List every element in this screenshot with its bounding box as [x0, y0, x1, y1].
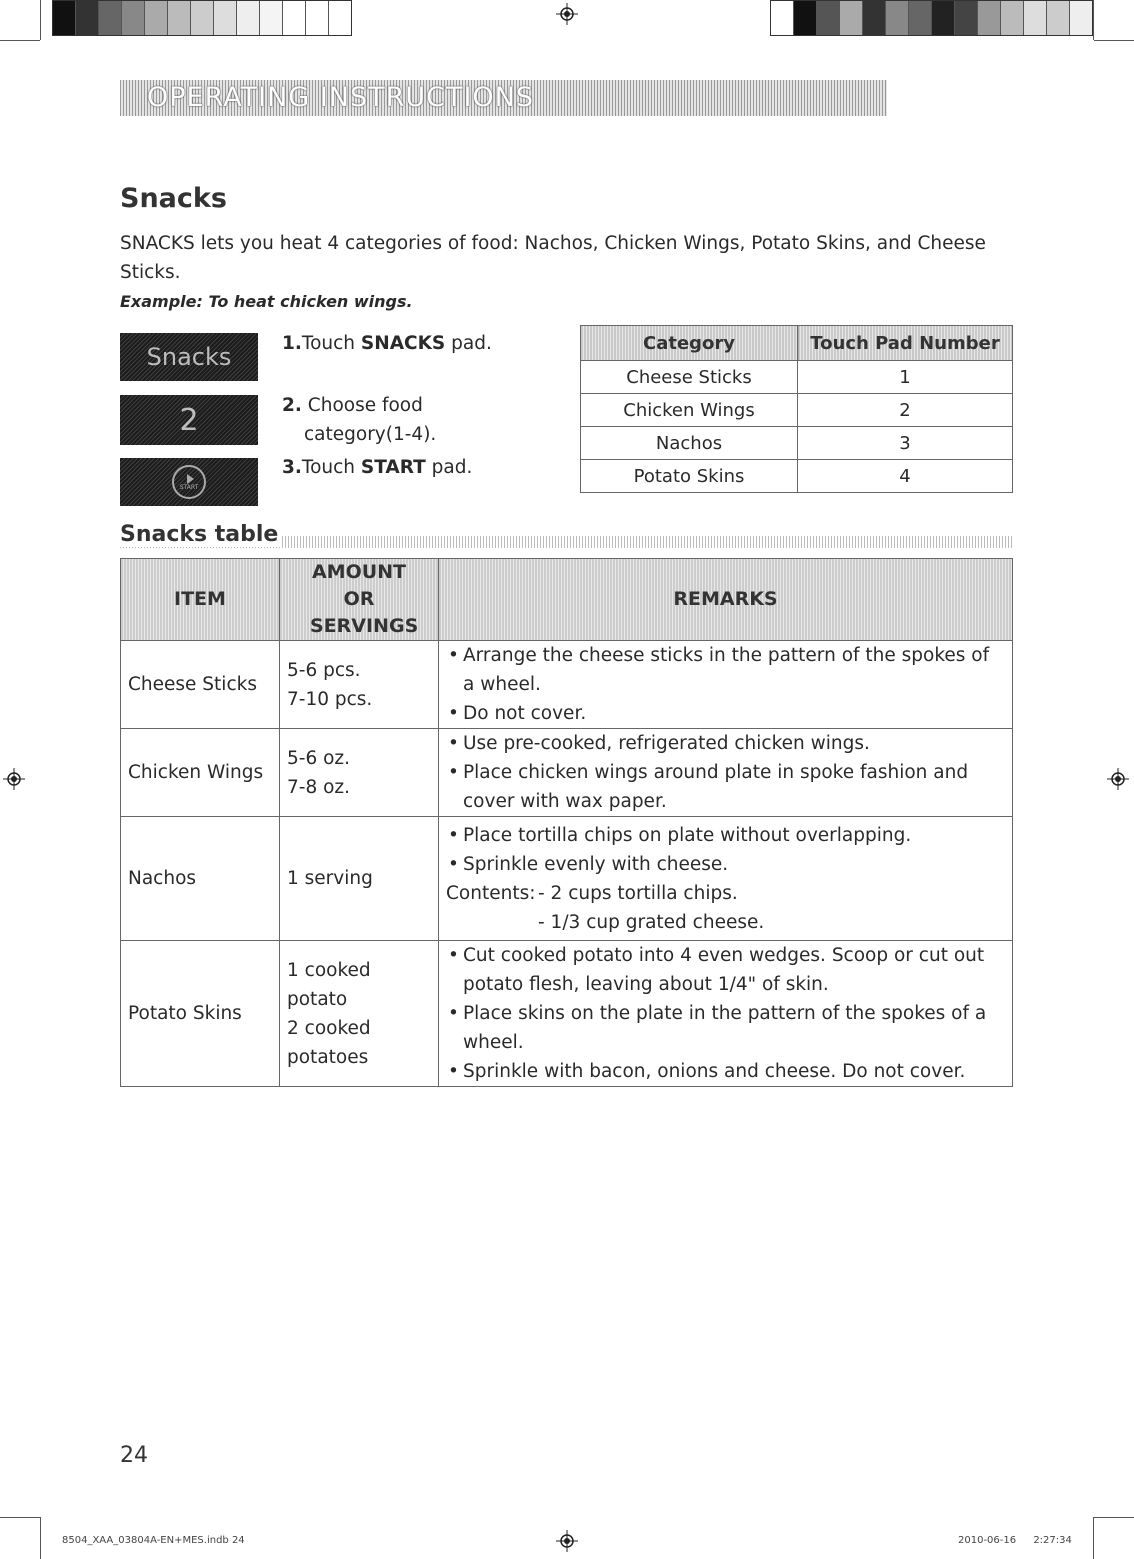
color-calibration-bar	[770, 0, 1093, 36]
section-header-band	[120, 80, 887, 116]
table-cell: Potato Skins	[581, 460, 798, 493]
page-title: Snacks	[120, 183, 227, 214]
number-pad-image	[120, 395, 258, 445]
remarks-cell	[439, 641, 1013, 729]
crop-mark	[40, 0, 41, 40]
registration-mark-icon	[1107, 768, 1129, 790]
amount-cell	[280, 641, 439, 729]
header-title: OPERATING INSTRUCTIONS	[147, 82, 535, 113]
column-header: Touch Pad Number	[798, 326, 1013, 361]
item-cell: Cheese Sticks	[121, 641, 280, 729]
amount-value: 1 serving	[287, 868, 373, 889]
snacks-table-title: Snacks table	[120, 522, 279, 547]
remark-item: • Sprinkle with bacon, onions and cheese. Do not cover.	[446, 1057, 1005, 1086]
table-row	[121, 641, 1013, 729]
table-cell: 3	[798, 427, 1013, 460]
remarks-cell	[439, 941, 1013, 1087]
play-circle-icon	[172, 465, 206, 499]
contents-line	[446, 879, 1005, 908]
crop-mark	[0, 1517, 40, 1518]
contents-label: Contents:	[446, 882, 536, 904]
remarks-cell	[439, 729, 1013, 817]
start-pad-image	[120, 458, 258, 506]
page-number: 24	[120, 1443, 148, 1468]
intro-text: SNACKS lets you heat 4 categories of food: Nachos, Chicken Wings, Potato Skins, and Cheese Sticks.	[120, 233, 986, 283]
table-row	[581, 427, 1013, 460]
table-row	[581, 394, 1013, 427]
table-row	[121, 729, 1013, 817]
item-cell: Chicken Wings	[121, 729, 280, 817]
remark-item: • Do not cover.	[446, 699, 1005, 728]
column-header: ITEM	[121, 559, 280, 641]
table-cell: 4	[798, 460, 1013, 493]
crop-mark	[1094, 1517, 1134, 1518]
crop-mark	[1093, 1517, 1094, 1559]
snacks-table	[120, 558, 1013, 1087]
remark-item: • Place tortilla chips on plate without overlapping.	[446, 821, 1005, 850]
table-header-row	[121, 559, 1013, 641]
footer-time: 2:27:34	[1033, 1535, 1072, 1546]
remark-item: • Arrange the cheese sticks in the pattern of the spokes of a wheel.	[446, 641, 1005, 699]
amount-value: 7-10 pcs.	[287, 688, 373, 710]
table-cell: 2	[798, 394, 1013, 427]
snacks-table-heading	[120, 522, 1013, 548]
footer-date: 2010-06-16	[958, 1535, 1017, 1546]
amount-value: 5-6 oz.	[287, 747, 351, 769]
number-pad-label: 2	[179, 402, 199, 438]
remarks-cell	[439, 817, 1013, 941]
table-cell: Cheese Sticks	[581, 361, 798, 394]
remark-item: • Cut cooked potato into 4 even wedges. Scoop or cut out potato flesh, leaving about 1/4" of skin.	[446, 941, 1005, 999]
remark-item: • Place skins on the plate in the pattern of the spokes of a wheel.	[446, 999, 1005, 1057]
table-header-row	[581, 326, 1013, 361]
crop-mark	[1093, 0, 1094, 40]
amount-value: 7-8 oz.	[287, 776, 351, 798]
item-cell: Nachos	[121, 817, 280, 941]
contents-item: - 2 cups tortilla chips.	[538, 882, 738, 904]
item-cell: Potato Skins	[121, 941, 280, 1087]
registration-mark-icon	[556, 3, 578, 25]
step-2: 2. Choose food category(1-4).	[282, 395, 437, 445]
table-row	[121, 941, 1013, 1087]
amount-value: 1 cooked potato	[287, 959, 371, 1010]
crop-mark	[40, 1517, 41, 1559]
column-header: REMARKS	[439, 559, 1013, 641]
footer-timestamp	[958, 1535, 1072, 1546]
registration-mark-icon	[3, 768, 25, 790]
table-cell: Chicken Wings	[581, 394, 798, 427]
table-row	[121, 817, 1013, 941]
registration-mark-icon	[556, 1530, 578, 1552]
amount-cell	[280, 817, 439, 941]
crop-mark	[0, 40, 40, 41]
amount-value: 2 cooked potatoes	[287, 1017, 371, 1068]
remark-item: • Use pre-cooked, refrigerated chicken wings.	[446, 729, 1005, 758]
snacks-pad-label: Snacks	[146, 343, 232, 371]
snacks-pad-image	[120, 333, 258, 381]
step-3: 3.Touch START pad.	[282, 457, 473, 478]
table-cell: 1	[798, 361, 1013, 394]
column-header: AMOUNT OR SERVINGS	[280, 559, 439, 641]
example-label: Example: To heat chicken wings.	[120, 292, 413, 311]
amount-value: 5-6 pcs.	[287, 659, 361, 681]
remark-item: • Place chicken wings around plate in spoke fashion and cover with wax paper.	[446, 758, 1005, 816]
amount-cell	[280, 729, 439, 817]
column-header: Category	[581, 326, 798, 361]
table-row	[581, 361, 1013, 394]
table-cell: Nachos	[581, 427, 798, 460]
crop-mark	[1094, 40, 1134, 41]
contents-item: - 1/3 cup grated cheese.	[538, 911, 765, 933]
start-pad-label: START	[179, 483, 199, 491]
table-row	[581, 460, 1013, 493]
footer-file-info: 8504_XAA_03804A-EN+MES.indb 24	[62, 1535, 245, 1546]
category-table	[580, 325, 1013, 493]
color-calibration-bar	[52, 0, 352, 36]
step-1: 1.Touch SNACKS pad.	[282, 333, 492, 354]
amount-cell	[280, 941, 439, 1087]
remark-item: • Sprinkle evenly with cheese.	[446, 850, 1005, 879]
